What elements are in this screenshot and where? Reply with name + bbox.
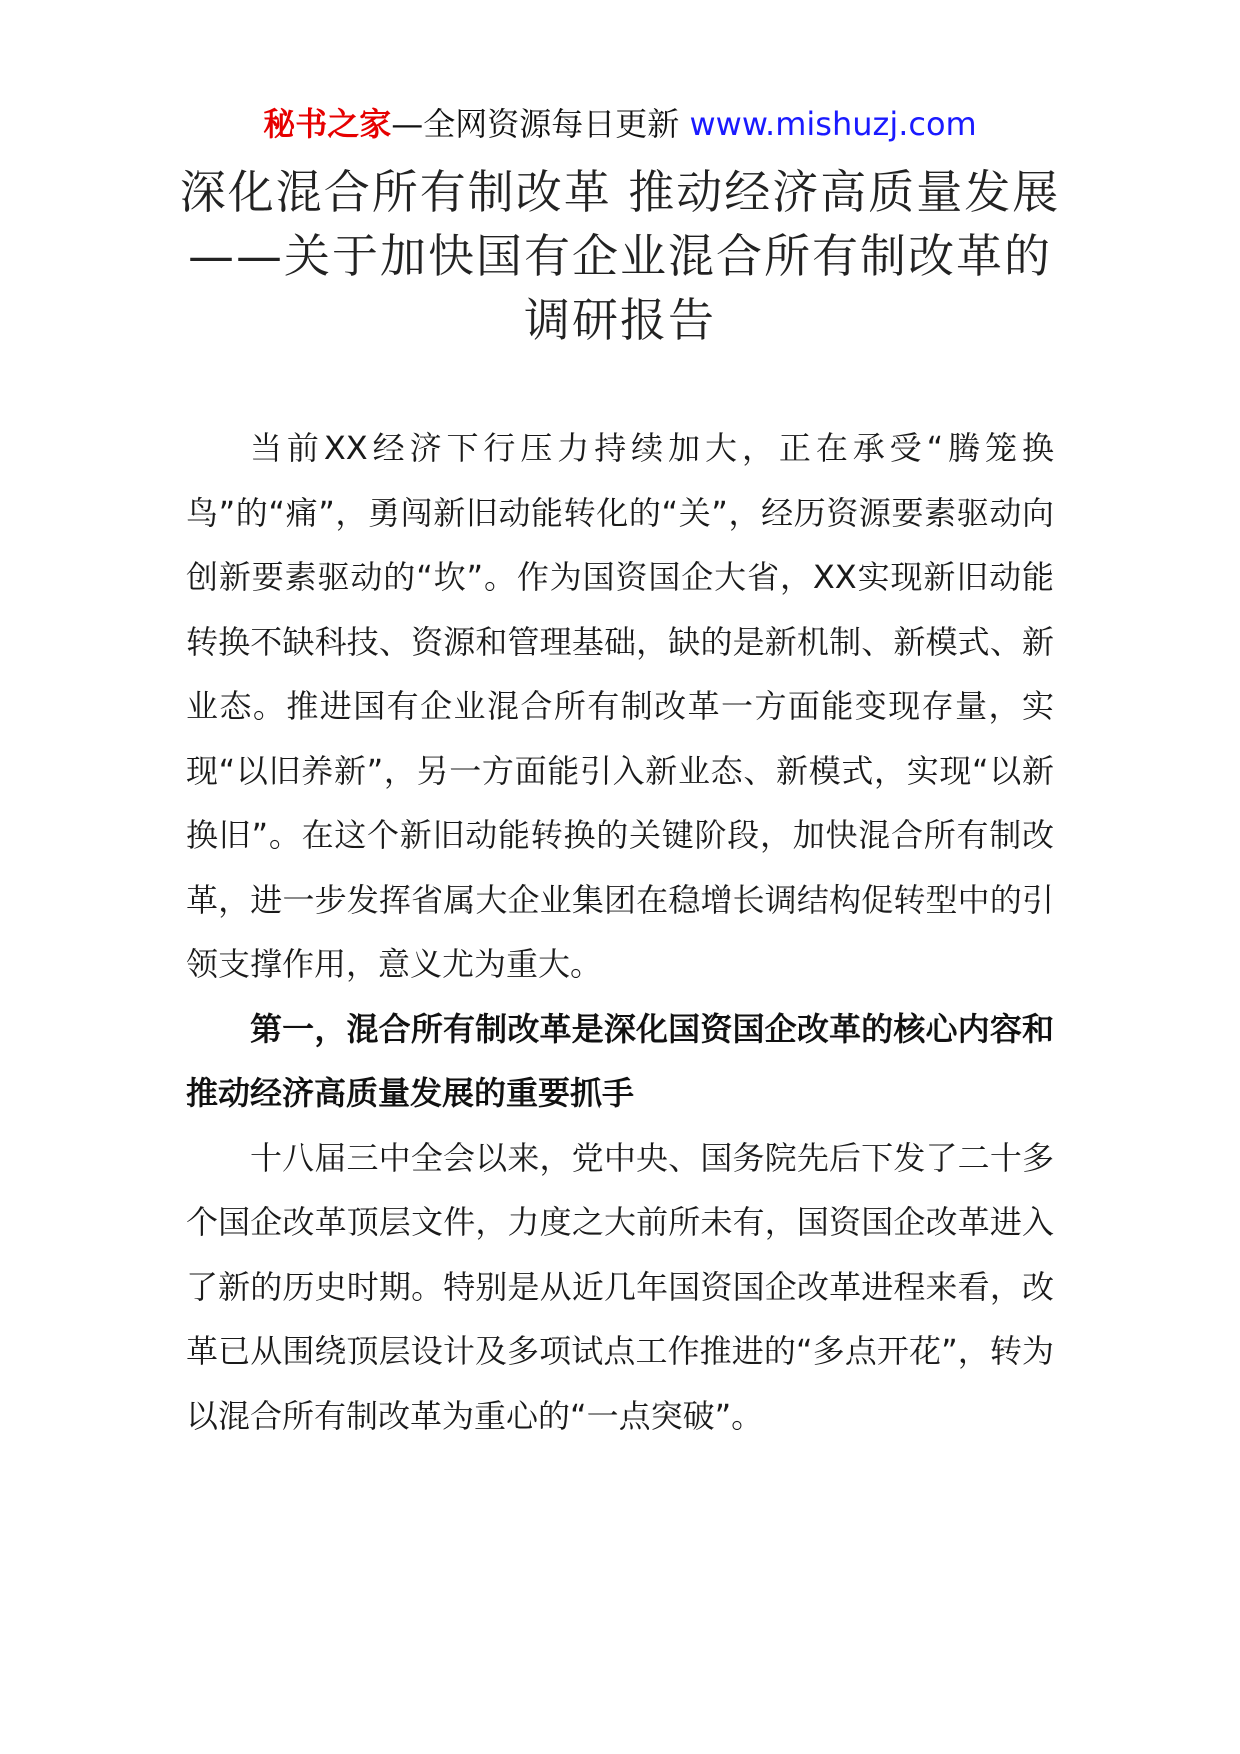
section-heading-1: 第一，混合所有制改革是深化国资国企改革的核心内容和推动经济高质量发展的重要抓手 xyxy=(186,1009,1054,1112)
header-tagline: —全网资源每日更新 xyxy=(391,105,690,143)
document-title xyxy=(170,160,1070,352)
section-1-paragraph: 十八届三中全会以来，党中央、国务院先后下发了二十多个国企改革顶层文件，力度之大前所未有，国资国企改革进入了新的历史时期。特别是从近几年国资国企改革进程来看，改革已从围绕顶层设计及多项试点工作推进的“多点开花”，转为以混合所有制改革为重心的“一点突破”。 xyxy=(186,1138,1054,1435)
site-header xyxy=(0,100,1240,148)
title-line-main: 深化混合所有制改革 推动经济高质量发展 xyxy=(179,165,1061,219)
intro-paragraph: 当前XX经济下行压力持续加大，正在承受“腾笼换鸟”的“痛”，勇闯新旧动能转化的“关”，经历资源要素驱动向创新要素驱动的“坎”。作为国资国企大省，XX实现新旧动能转换不缺科技、资源和管理基础，缺的是新机制、新模式、新业态。推进国有企业混合所有制改革一方面能变现存量，实现“以旧养新”，另一方面能引入新业态、新模式，实现“以新换旧”。在这个新旧动能转换的关键阶段，加快混合所有制改革，进一步发挥省属大企业集团在稳增长调结构促转型中的引领支撑作用，意义尤为重大。 xyxy=(186,429,1054,983)
brand-name: 秘书之家 xyxy=(263,105,392,143)
document-body xyxy=(186,416,1054,1448)
title-line-subtitle: ——关于加快国有企业混合所有制改革的 xyxy=(188,229,1052,283)
site-url-link[interactable]: www.mishuzj.com xyxy=(689,105,977,143)
title-line-subtitle-end: 调研报告 xyxy=(524,293,716,347)
